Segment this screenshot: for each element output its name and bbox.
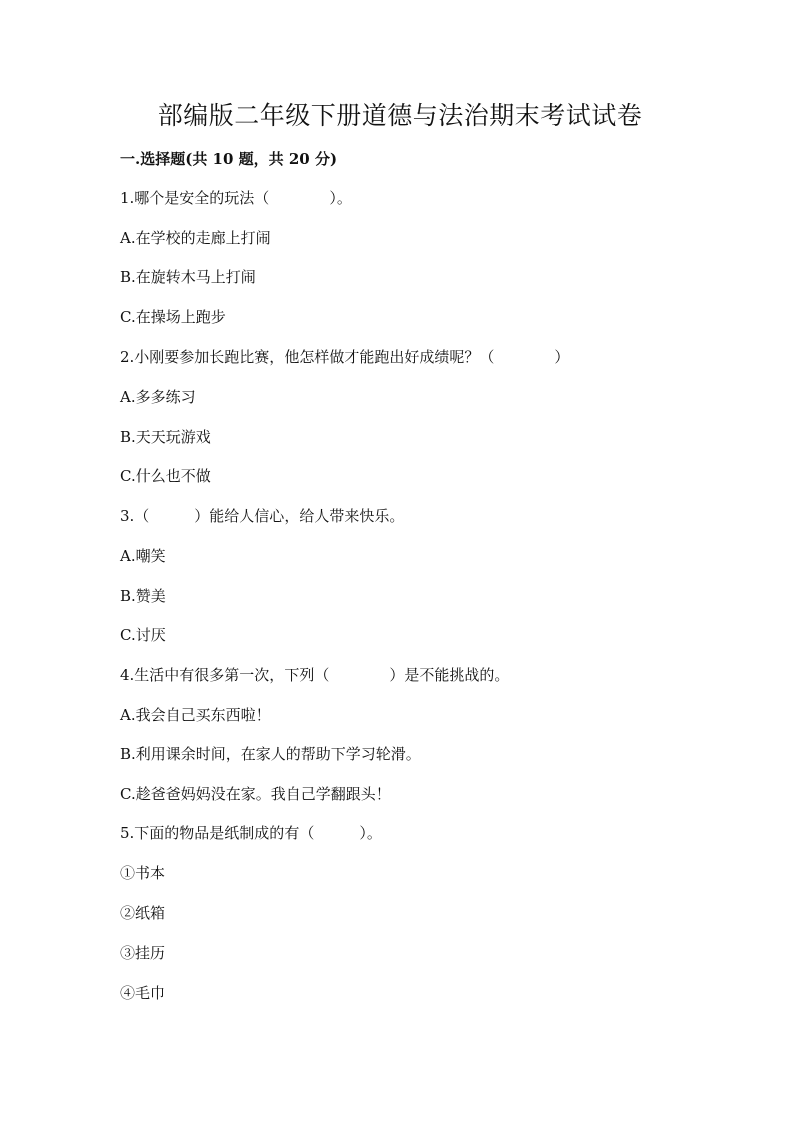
answer-option: A.我会自己买东西啦！: [120, 706, 271, 724]
question-stem: 1.哪个是安全的玩法（ ）。: [120, 189, 352, 207]
answer-option: B.赞美: [120, 587, 166, 605]
answer-option: B.在旋转木马上打闹: [120, 268, 256, 286]
answer-option: ④毛巾: [120, 984, 166, 1002]
answer-option: C.讨厌: [120, 626, 166, 644]
answer-option: B.利用课余时间，在家人的帮助下学习轮滑。: [120, 745, 421, 763]
answer-option: B.天天玩游戏: [120, 428, 211, 446]
question-stem: 4.生活中有很多第一次，下列（ ）是不能挑战的。: [120, 666, 510, 684]
answer-option: A.在学校的走廊上打闹: [120, 229, 271, 247]
answer-option: C.在操场上跑步: [120, 308, 226, 326]
section-heading: 一.选择题(共 10 题，共 20 分): [120, 150, 338, 168]
answer-option: C.趁爸爸妈妈没在家。我自己学翻跟头！: [120, 785, 391, 803]
question-stem: 5.下面的物品是纸制成的有（ ）。: [120, 824, 382, 842]
page-title: 部编版二年级下册道德与法治期末考试试卷: [157, 101, 643, 130]
answer-option: ③挂历: [120, 944, 166, 962]
answer-option: ②纸箱: [120, 904, 166, 922]
answer-option: C.什么也不做: [120, 467, 211, 485]
answer-option: A.多多练习: [120, 388, 196, 406]
answer-option: A.嘲笑: [120, 547, 166, 565]
question-stem: 3.（ ）能给人信心，给人带来快乐。: [120, 507, 405, 525]
answer-option: ①书本: [120, 864, 166, 882]
question-stem: 2.小刚要参加长跑比赛，他怎样做才能跑出好成绩呢？（ ）: [120, 348, 570, 366]
